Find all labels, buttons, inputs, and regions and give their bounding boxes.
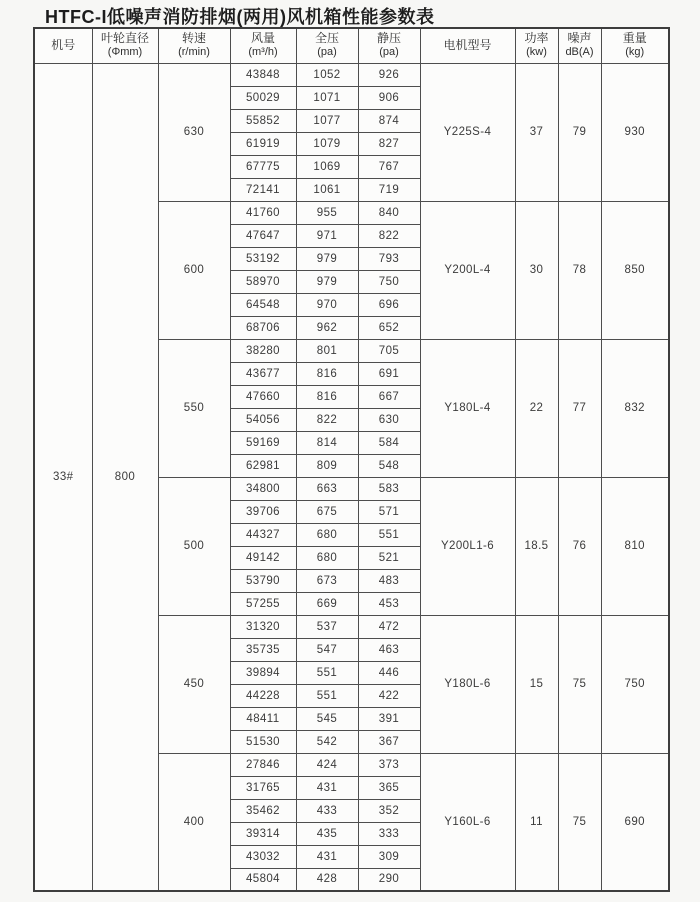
air-volume-cell: 39314 (230, 822, 296, 845)
air-volume-cell: 57255 (230, 592, 296, 615)
motor-model-cell: Y200L1-6 (420, 477, 515, 615)
header-label: 机号 (51, 38, 76, 53)
noise-cell: 76 (558, 477, 601, 615)
static-pressure-cell: 696 (358, 293, 420, 316)
noise-cell: 79 (558, 63, 601, 201)
total-pressure-cell: 551 (296, 684, 358, 707)
total-pressure-cell: 547 (296, 638, 358, 661)
static-pressure-cell: 767 (358, 155, 420, 178)
air-volume-cell: 72141 (230, 178, 296, 201)
total-pressure-cell: 822 (296, 408, 358, 431)
total-pressure-cell: 537 (296, 615, 358, 638)
air-volume-cell: 68706 (230, 316, 296, 339)
noise-cell: 78 (558, 201, 601, 339)
page-title: HTFC-I低噪声消防排烟(两用)风机箱性能参数表 (45, 7, 435, 27)
power-cell: 22 (515, 339, 558, 477)
weight-cell: 930 (601, 63, 669, 201)
air-volume-cell: 44327 (230, 523, 296, 546)
header-unit: (m³/h) (248, 46, 278, 59)
total-pressure-cell: 431 (296, 776, 358, 799)
motor-model-cell: Y160L-6 (420, 753, 515, 891)
noise-cell: 75 (558, 753, 601, 891)
static-pressure-cell: 463 (358, 638, 420, 661)
header-label: 重量 (622, 31, 647, 46)
header-impeller-diameter (92, 28, 158, 63)
air-volume-cell: 62981 (230, 454, 296, 477)
noise-cell: 75 (558, 615, 601, 753)
speed-cell: 630 (158, 63, 230, 201)
weight-cell: 750 (601, 615, 669, 753)
air-volume-cell: 54056 (230, 408, 296, 431)
total-pressure-cell: 551 (296, 661, 358, 684)
header-label: 风量 (250, 31, 275, 46)
air-volume-cell: 43032 (230, 845, 296, 868)
impeller-diameter-cell: 800 (92, 63, 158, 891)
air-volume-cell: 31765 (230, 776, 296, 799)
air-volume-cell: 39894 (230, 661, 296, 684)
static-pressure-cell: 472 (358, 615, 420, 638)
total-pressure-cell: 542 (296, 730, 358, 753)
air-volume-cell: 27846 (230, 753, 296, 776)
table-row (34, 63, 669, 86)
air-volume-cell: 35462 (230, 799, 296, 822)
static-pressure-cell: 446 (358, 661, 420, 684)
static-pressure-cell: 926 (358, 63, 420, 86)
table-header (34, 28, 669, 63)
total-pressure-cell: 433 (296, 799, 358, 822)
header-unit: (Φmm) (107, 46, 143, 59)
total-pressure-cell: 955 (296, 201, 358, 224)
noise-cell: 77 (558, 339, 601, 477)
total-pressure-cell: 814 (296, 431, 358, 454)
header-label: 叶轮直径 (100, 31, 149, 46)
header-noise (558, 28, 601, 63)
header-label: 电机型号 (443, 38, 492, 53)
air-volume-cell: 67775 (230, 155, 296, 178)
static-pressure-cell: 352 (358, 799, 420, 822)
total-pressure-cell: 428 (296, 868, 358, 891)
static-pressure-cell: 750 (358, 270, 420, 293)
total-pressure-cell: 809 (296, 454, 358, 477)
total-pressure-cell: 970 (296, 293, 358, 316)
air-volume-cell: 43848 (230, 63, 296, 86)
air-volume-cell: 61919 (230, 132, 296, 155)
speed-cell: 600 (158, 201, 230, 339)
header-label: 转速 (181, 31, 206, 46)
weight-cell: 850 (601, 201, 669, 339)
air-volume-cell: 48411 (230, 707, 296, 730)
static-pressure-cell: 827 (358, 132, 420, 155)
motor-model-cell: Y200L-4 (420, 201, 515, 339)
header-machine-no (34, 28, 92, 63)
total-pressure-cell: 669 (296, 592, 358, 615)
static-pressure-cell: 373 (358, 753, 420, 776)
table-body (34, 63, 669, 891)
total-pressure-cell: 1077 (296, 109, 358, 132)
air-volume-cell: 43677 (230, 362, 296, 385)
static-pressure-cell: 483 (358, 569, 420, 592)
speed-cell: 500 (158, 477, 230, 615)
air-volume-cell: 64548 (230, 293, 296, 316)
total-pressure-cell: 673 (296, 569, 358, 592)
header-label: 功率 (524, 31, 549, 46)
static-pressure-cell: 719 (358, 178, 420, 201)
speed-cell: 450 (158, 615, 230, 753)
static-pressure-cell: 333 (358, 822, 420, 845)
motor-model-cell: Y225S-4 (420, 63, 515, 201)
total-pressure-cell: 680 (296, 546, 358, 569)
static-pressure-cell: 309 (358, 845, 420, 868)
static-pressure-cell: 583 (358, 477, 420, 500)
static-pressure-cell: 548 (358, 454, 420, 477)
header-unit: dB(A) (565, 46, 594, 59)
static-pressure-cell: 874 (358, 109, 420, 132)
air-volume-cell: 35735 (230, 638, 296, 661)
air-volume-cell: 53790 (230, 569, 296, 592)
power-cell: 15 (515, 615, 558, 753)
static-pressure-cell: 551 (358, 523, 420, 546)
static-pressure-cell: 840 (358, 201, 420, 224)
air-volume-cell: 47647 (230, 224, 296, 247)
total-pressure-cell: 680 (296, 523, 358, 546)
total-pressure-cell: 962 (296, 316, 358, 339)
total-pressure-cell: 979 (296, 247, 358, 270)
header-unit: (kg) (625, 46, 645, 59)
air-volume-cell: 55852 (230, 109, 296, 132)
static-pressure-cell: 365 (358, 776, 420, 799)
air-volume-cell: 34800 (230, 477, 296, 500)
static-pressure-cell: 630 (358, 408, 420, 431)
weight-cell: 832 (601, 339, 669, 477)
air-volume-cell: 45804 (230, 868, 296, 891)
static-pressure-cell: 391 (358, 707, 420, 730)
static-pressure-cell: 453 (358, 592, 420, 615)
motor-model-cell: Y180L-6 (420, 615, 515, 753)
air-volume-cell: 53192 (230, 247, 296, 270)
header-static-pressure (358, 28, 420, 63)
speed-cell: 400 (158, 753, 230, 891)
air-volume-cell: 38280 (230, 339, 296, 362)
machine-no-cell: 33# (34, 63, 92, 891)
static-pressure-cell: 571 (358, 500, 420, 523)
speed-cell: 550 (158, 339, 230, 477)
header-row (34, 28, 669, 63)
header-label: 全压 (314, 31, 339, 46)
static-pressure-cell: 667 (358, 385, 420, 408)
total-pressure-cell: 1069 (296, 155, 358, 178)
total-pressure-cell: 816 (296, 385, 358, 408)
total-pressure-cell: 431 (296, 845, 358, 868)
power-cell: 18.5 (515, 477, 558, 615)
total-pressure-cell: 675 (296, 500, 358, 523)
motor-model-cell: Y180L-4 (420, 339, 515, 477)
total-pressure-cell: 435 (296, 822, 358, 845)
static-pressure-cell: 290 (358, 868, 420, 891)
header-unit: (kw) (526, 46, 547, 59)
power-cell: 37 (515, 63, 558, 201)
header-unit: (pa) (317, 46, 337, 59)
header-label: 静压 (376, 31, 401, 46)
static-pressure-cell: 521 (358, 546, 420, 569)
header-unit: (r/min) (178, 46, 210, 59)
air-volume-cell: 31320 (230, 615, 296, 638)
static-pressure-cell: 906 (358, 86, 420, 109)
static-pressure-cell: 367 (358, 730, 420, 753)
header-power (515, 28, 558, 63)
power-cell: 30 (515, 201, 558, 339)
total-pressure-cell: 545 (296, 707, 358, 730)
air-volume-cell: 39706 (230, 500, 296, 523)
header-unit: (pa) (379, 46, 399, 59)
air-volume-cell: 49142 (230, 546, 296, 569)
static-pressure-cell: 652 (358, 316, 420, 339)
total-pressure-cell: 424 (296, 753, 358, 776)
static-pressure-cell: 422 (358, 684, 420, 707)
total-pressure-cell: 1061 (296, 178, 358, 201)
air-volume-cell: 47660 (230, 385, 296, 408)
air-volume-cell: 51530 (230, 730, 296, 753)
total-pressure-cell: 816 (296, 362, 358, 385)
header-speed (158, 28, 230, 63)
total-pressure-cell: 801 (296, 339, 358, 362)
weight-cell: 810 (601, 477, 669, 615)
total-pressure-cell: 971 (296, 224, 358, 247)
header-weight (601, 28, 669, 63)
air-volume-cell: 58970 (230, 270, 296, 293)
air-volume-cell: 41760 (230, 201, 296, 224)
air-volume-cell: 44228 (230, 684, 296, 707)
header-label: 噪声 (567, 31, 592, 46)
air-volume-cell: 59169 (230, 431, 296, 454)
power-cell: 11 (515, 753, 558, 891)
header-motor-model (420, 28, 515, 63)
static-pressure-cell: 822 (358, 224, 420, 247)
header-total-pressure (296, 28, 358, 63)
static-pressure-cell: 584 (358, 431, 420, 454)
total-pressure-cell: 979 (296, 270, 358, 293)
total-pressure-cell: 663 (296, 477, 358, 500)
static-pressure-cell: 705 (358, 339, 420, 362)
header-air-volume (230, 28, 296, 63)
air-volume-cell: 50029 (230, 86, 296, 109)
total-pressure-cell: 1079 (296, 132, 358, 155)
weight-cell: 690 (601, 753, 669, 891)
fan-performance-table (33, 27, 670, 892)
static-pressure-cell: 691 (358, 362, 420, 385)
static-pressure-cell: 793 (358, 247, 420, 270)
total-pressure-cell: 1052 (296, 63, 358, 86)
total-pressure-cell: 1071 (296, 86, 358, 109)
